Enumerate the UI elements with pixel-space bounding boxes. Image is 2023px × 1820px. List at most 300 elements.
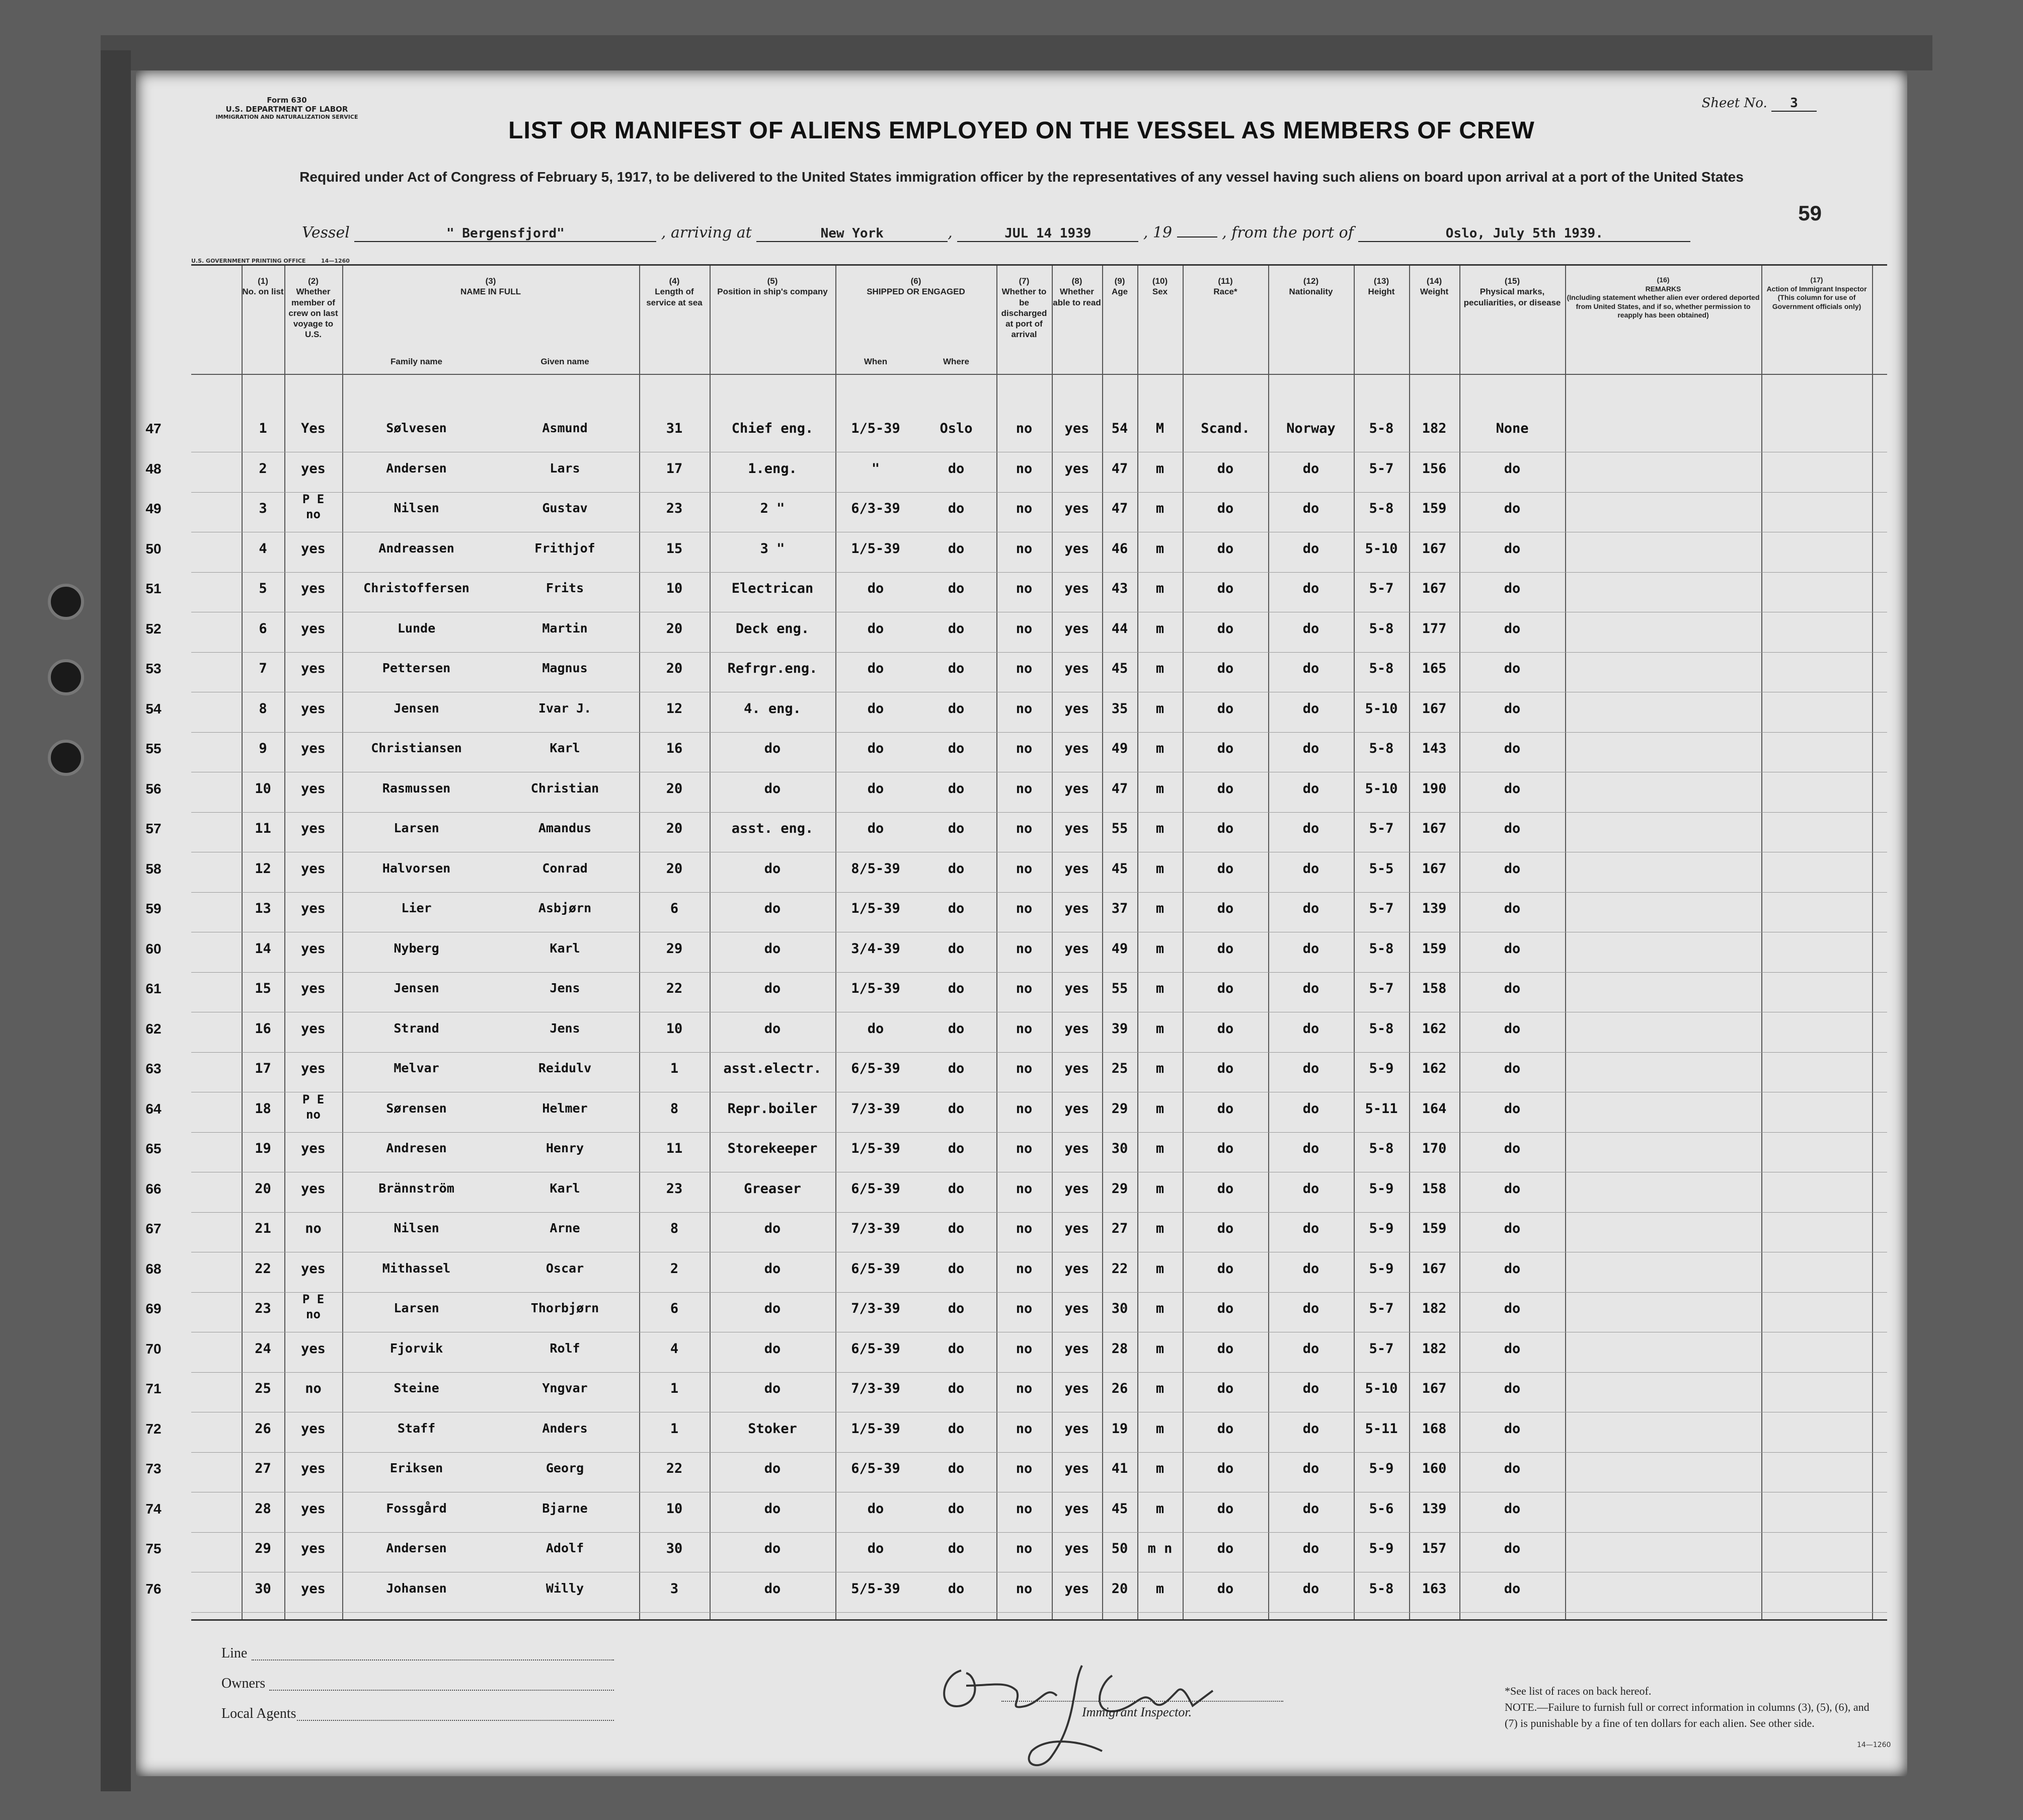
cell-age: 50 [1111, 1541, 1128, 1556]
cell-height: 5-9 [1369, 1180, 1394, 1197]
page-title: LIST OR MANIFEST OF ALIENS EMPLOYED ON THE VESSEL AS MEMBERS OF CREW [508, 117, 1535, 144]
cell-engaged-when: do [867, 1020, 884, 1037]
cell-family-name: Fossgård [386, 1500, 447, 1516]
cell-age: 47 [1111, 501, 1128, 516]
cell-length-service: 1 [670, 1420, 679, 1437]
cell-sex: m [1155, 940, 1164, 957]
cell-engaged-when: do [867, 741, 884, 756]
cell-given-name: Jens [550, 1020, 580, 1036]
cell-nationality: do [1302, 860, 1319, 877]
cell-height: 5-8 [1369, 1141, 1394, 1156]
cell-physical-marks: do [1504, 1141, 1521, 1156]
cell-weight: 160 [1422, 1461, 1447, 1476]
scan-border-left [101, 50, 131, 1791]
cell-discharged: no [1016, 1301, 1033, 1316]
cell-position: Repr.boiler [727, 1100, 818, 1117]
cell-race: do [1217, 460, 1234, 477]
cell-race: do [1217, 780, 1234, 797]
cell-race: do [1217, 1541, 1234, 1556]
cell-physical-marks: do [1504, 1260, 1521, 1277]
cell-position: 2 " [760, 501, 785, 516]
cell-family-name: Lunde [397, 620, 436, 636]
cell-able-to-read: yes [1064, 540, 1090, 557]
cell-weight: 190 [1422, 780, 1447, 797]
cell-list-number: 29 [255, 1541, 271, 1556]
cell-weight: 167 [1422, 581, 1447, 596]
cell-last-voyage: P E no [302, 1292, 325, 1321]
cell-weight: 162 [1422, 1020, 1447, 1037]
cell-length-service: 11 [666, 1141, 683, 1156]
cell-height: 5-11 [1365, 1100, 1398, 1117]
cell-race: do [1217, 1100, 1234, 1117]
cell-age: 35 [1111, 700, 1128, 717]
cell-physical-marks: do [1504, 1020, 1521, 1037]
cell-engaged-where: do [948, 1301, 965, 1316]
cell-length-service: 15 [666, 540, 683, 557]
cell-race: do [1217, 1260, 1234, 1277]
line-label: Line [221, 1645, 248, 1661]
cell-family-name: Rasmussen [382, 780, 451, 796]
cell-last-voyage: yes [301, 901, 326, 916]
cell-position: do [764, 1580, 781, 1597]
cell-age: 27 [1111, 1221, 1128, 1236]
cell-race: do [1217, 1301, 1234, 1316]
cell-weight: 177 [1422, 620, 1447, 637]
cell-weight: 158 [1422, 981, 1447, 996]
cell-family-name: Pettersen [382, 661, 451, 675]
cell-discharged: no [1016, 1541, 1033, 1556]
table-row [145, 772, 1887, 813]
cell-race: do [1217, 661, 1234, 676]
cell-age: 22 [1111, 1260, 1128, 1277]
cell-last-voyage: yes [301, 620, 326, 637]
cell-list-number: 27 [255, 1461, 271, 1476]
cell-position: do [764, 901, 781, 916]
cell-length-service: 1 [670, 1061, 679, 1076]
cell-length-service: 4 [670, 1340, 679, 1357]
cell-family-name: Andersen [386, 460, 447, 476]
cell-length-service: 8 [670, 1100, 679, 1117]
cell-age: 55 [1111, 981, 1128, 996]
cell-age: 55 [1111, 821, 1128, 836]
cell-list-number: 9 [259, 741, 267, 756]
margin-line-number: 55 [145, 741, 162, 756]
cell-length-service: 16 [666, 741, 683, 756]
cell-position: 1.eng. [748, 460, 797, 477]
cell-position: asst.electr. [723, 1061, 822, 1076]
cell-race: do [1217, 860, 1234, 877]
margin-line-number: 69 [145, 1301, 162, 1316]
cell-physical-marks: do [1504, 460, 1521, 477]
arrival-date-stamp: JUL 14 1939 [957, 226, 1138, 242]
cell-nationality: do [1302, 1301, 1319, 1316]
cell-nationality: do [1302, 540, 1319, 557]
cell-weight: 157 [1422, 1541, 1447, 1556]
cell-race: do [1217, 1340, 1234, 1357]
margin-line-number: 48 [145, 460, 162, 477]
cell-race: do [1217, 1580, 1234, 1597]
cell-weight: 159 [1422, 1221, 1447, 1236]
cell-given-name: Christian [530, 780, 599, 796]
table-row [145, 1012, 1887, 1053]
cell-sex: m [1155, 661, 1164, 676]
cell-engaged-where: do [948, 1100, 965, 1117]
cell-nationality: do [1302, 581, 1319, 596]
form-code: 14—1260 [1857, 1741, 1891, 1749]
cell-discharged: no [1016, 661, 1033, 676]
cell-physical-marks: do [1504, 1061, 1521, 1076]
cell-height: 5-10 [1365, 540, 1398, 557]
cell-length-service: 6 [670, 901, 679, 916]
cell-nationality: do [1302, 1180, 1319, 1197]
cell-engaged-where: do [948, 1260, 965, 1277]
cell-given-name: Gustav [542, 501, 588, 515]
cell-race: do [1217, 620, 1234, 637]
cell-discharged: no [1016, 1141, 1033, 1156]
cell-given-name: Karl [550, 940, 580, 956]
table-row [145, 732, 1887, 772]
cell-able-to-read: yes [1064, 421, 1090, 436]
table-row [145, 1292, 1887, 1332]
cell-engaged-when: " [871, 460, 880, 477]
cell-engaged-when: 7/3-39 [851, 1221, 900, 1236]
table-row [145, 452, 1887, 493]
cell-able-to-read: yes [1064, 1260, 1090, 1277]
cell-sex: m [1155, 1301, 1164, 1316]
cell-age: 30 [1111, 1301, 1128, 1316]
cell-weight: 159 [1422, 501, 1447, 516]
cell-given-name: Henry [546, 1141, 584, 1155]
cell-list-number: 24 [255, 1340, 271, 1357]
cell-sex: m [1155, 540, 1164, 557]
cell-list-number: 18 [255, 1100, 271, 1117]
cell-nationality: do [1302, 1420, 1319, 1437]
cell-nationality: do [1302, 1381, 1319, 1396]
cell-race: Scand. [1201, 421, 1250, 436]
cell-engaged-when: do [867, 1541, 884, 1556]
cell-position: do [764, 1260, 781, 1277]
cell-able-to-read: yes [1064, 581, 1090, 596]
cell-nationality: do [1302, 661, 1319, 676]
table-row [145, 1092, 1887, 1133]
scan-border-top [101, 35, 1932, 70]
cell-given-name: Adolf [546, 1541, 584, 1555]
cell-able-to-read: yes [1064, 860, 1090, 877]
cell-last-voyage: yes [301, 1500, 326, 1517]
cell-nationality: do [1302, 981, 1319, 996]
cell-family-name: Christoffersen [363, 581, 470, 595]
cell-race: do [1217, 940, 1234, 957]
margin-line-number: 70 [145, 1340, 162, 1357]
cell-weight: 182 [1422, 1340, 1447, 1357]
margin-line-number: 75 [145, 1541, 162, 1556]
cell-age: 37 [1111, 901, 1128, 916]
cell-length-service: 20 [666, 780, 683, 797]
cell-race: do [1217, 540, 1234, 557]
cell-discharged: no [1016, 821, 1033, 836]
cell-list-number: 4 [259, 540, 267, 557]
cell-engaged-when: 6/3-39 [851, 501, 900, 516]
cell-position: do [764, 1500, 781, 1517]
cell-position: do [764, 741, 781, 756]
cell-given-name: Reidulv [538, 1061, 592, 1075]
cell-sex: m [1155, 1061, 1164, 1076]
manifest-page [136, 70, 1907, 1776]
cell-last-voyage: yes [301, 981, 326, 996]
cell-sex: m [1155, 501, 1164, 516]
cell-position: do [764, 940, 781, 957]
cell-list-number: 15 [255, 981, 271, 996]
cell-able-to-read: yes [1064, 1180, 1090, 1197]
cell-nationality: do [1302, 741, 1319, 756]
col-header-sex: (10) Sex [1152, 276, 1168, 297]
cell-last-voyage: yes [301, 1340, 326, 1357]
cell-position: do [764, 981, 781, 996]
margin-line-number: 63 [145, 1061, 162, 1076]
cell-given-name: Amandus [538, 821, 592, 835]
cell-discharged: no [1016, 780, 1033, 797]
cell-physical-marks: do [1504, 501, 1521, 516]
cell-last-voyage: yes [301, 1141, 326, 1156]
cell-list-number: 25 [255, 1381, 271, 1396]
cell-weight: 156 [1422, 460, 1447, 477]
cell-engaged-where: do [948, 1221, 965, 1236]
cell-family-name: Staff [397, 1420, 436, 1436]
cell-sex: m [1155, 581, 1164, 596]
cell-last-voyage: yes [301, 700, 326, 717]
arrival-port: New York [756, 226, 948, 242]
cell-given-name: Rolf [550, 1340, 580, 1356]
cell-last-voyage: yes [301, 780, 326, 797]
table-row [145, 852, 1887, 893]
cell-able-to-read: yes [1064, 661, 1090, 676]
cell-height: 5-7 [1369, 460, 1394, 477]
cell-discharged: no [1016, 1500, 1033, 1517]
cell-physical-marks: do [1504, 940, 1521, 957]
cell-engaged-when: 5/5-39 [851, 1580, 900, 1597]
cell-nationality: do [1302, 1221, 1319, 1236]
cell-length-service: 20 [666, 860, 683, 877]
cell-physical-marks: do [1504, 860, 1521, 877]
cell-able-to-read: yes [1064, 1580, 1090, 1597]
cell-engaged-when: do [867, 620, 884, 637]
cell-age: 49 [1111, 940, 1128, 957]
cell-sex: m [1155, 1260, 1164, 1277]
cell-given-name: Willy [546, 1580, 584, 1596]
page-subtitle: Required under Act of Congress of February 5, 1917, to be delivered to the United States immigration officer by the representatives of any vessel having such aliens on board upon arrival at a port of the United States [299, 169, 1744, 185]
cell-able-to-read: yes [1064, 1301, 1090, 1316]
cell-position: do [764, 780, 781, 797]
cell-able-to-read: yes [1064, 620, 1090, 637]
cell-discharged: no [1016, 1020, 1033, 1037]
cell-physical-marks: do [1504, 581, 1521, 596]
cell-list-number: 21 [255, 1221, 271, 1236]
cell-engaged-where: do [948, 901, 965, 916]
cell-length-service: 20 [666, 661, 683, 676]
cell-position: do [764, 1340, 781, 1357]
cell-discharged: no [1016, 1420, 1033, 1437]
cell-race: do [1217, 501, 1234, 516]
inspector-label: Immigrant Inspector. [1082, 1705, 1192, 1719]
cell-given-name: Bjarne [542, 1500, 588, 1516]
cell-height: 5-8 [1369, 661, 1394, 676]
cell-height: 5-8 [1369, 620, 1394, 637]
col-header-when: When [864, 357, 888, 366]
cell-able-to-read: yes [1064, 1420, 1090, 1437]
cell-nationality: do [1302, 1461, 1319, 1476]
cell-engaged-when: do [867, 700, 884, 717]
cell-weight: 167 [1422, 700, 1447, 717]
cell-sex: m [1155, 1500, 1164, 1517]
cell-sex: m [1155, 1381, 1164, 1396]
cell-engaged-when: do [867, 661, 884, 676]
cell-physical-marks: None [1496, 421, 1529, 436]
cell-sex: m [1155, 1141, 1164, 1156]
cell-physical-marks: do [1504, 1541, 1521, 1556]
col-header-height: (13) Height [1368, 276, 1395, 297]
cell-nationality: do [1302, 1340, 1319, 1357]
cell-list-number: 7 [259, 661, 267, 676]
table-row [145, 652, 1887, 692]
cell-weight: 167 [1422, 1381, 1447, 1396]
cell-physical-marks: do [1504, 821, 1521, 836]
cell-physical-marks: do [1504, 741, 1521, 756]
cell-height: 5-9 [1369, 1061, 1394, 1076]
cell-length-service: 10 [666, 581, 683, 596]
cell-discharged: no [1016, 1061, 1033, 1076]
cell-height: 5-9 [1369, 1260, 1394, 1277]
cell-length-service: 20 [666, 620, 683, 637]
cell-given-name: Jens [550, 981, 580, 995]
cell-family-name: Andreassen [378, 540, 454, 556]
cell-sex: m [1155, 1340, 1164, 1357]
cell-engaged-where: do [948, 540, 965, 557]
cell-discharged: no [1016, 421, 1033, 436]
cell-physical-marks: do [1504, 1580, 1521, 1597]
cell-discharged: no [1016, 501, 1033, 516]
binder-hole [48, 740, 84, 776]
cell-physical-marks: do [1504, 981, 1521, 996]
cell-age: 39 [1111, 1020, 1128, 1037]
cell-position: do [764, 1301, 781, 1316]
cell-last-voyage: yes [301, 821, 326, 836]
local-agents-label: Local Agents [221, 1706, 296, 1721]
cell-engaged-where: do [948, 620, 965, 637]
cell-position: Chief eng. [731, 421, 814, 436]
cell-length-service: 2 [670, 1260, 679, 1277]
cell-sex: m [1155, 1221, 1164, 1236]
footnote: *See list of races on back hereof. NOTE.—Failure to furnish full or correct information in columns (3), (5), (6), and (7) is punishable by a fine of ten dollars for each alien. See other side. [1505, 1685, 1870, 1729]
cell-last-voyage: yes [301, 661, 326, 676]
cell-engaged-when: do [867, 821, 884, 836]
cell-length-service: 30 [666, 1541, 683, 1556]
cell-length-service: 23 [666, 1180, 683, 1197]
cell-age: 46 [1111, 540, 1128, 557]
margin-line-number: 47 [145, 421, 162, 436]
cell-race: do [1217, 1020, 1234, 1037]
cell-family-name: Jensen [394, 981, 439, 995]
cell-engaged-when: 6/5-39 [851, 1061, 900, 1076]
cell-physical-marks: do [1504, 540, 1521, 557]
cell-position: do [764, 1541, 781, 1556]
cell-given-name: Yngvar [542, 1381, 588, 1395]
cell-list-number: 22 [255, 1260, 271, 1277]
cell-nationality: do [1302, 821, 1319, 836]
cell-physical-marks: do [1504, 1381, 1521, 1396]
table-row [145, 612, 1887, 653]
cell-physical-marks: do [1504, 1180, 1521, 1197]
cell-nationality: do [1302, 940, 1319, 957]
cell-physical-marks: do [1504, 1420, 1521, 1437]
cell-weight: 167 [1422, 860, 1447, 877]
cell-age: 45 [1111, 661, 1128, 676]
cell-last-voyage: yes [301, 1061, 326, 1076]
margin-line-number: 74 [145, 1500, 162, 1517]
cell-list-number: 26 [255, 1420, 271, 1437]
cell-able-to-read: yes [1064, 1541, 1090, 1556]
cell-discharged: no [1016, 700, 1033, 717]
margin-line-number: 54 [145, 700, 162, 717]
cell-family-name: Brännström [378, 1180, 454, 1196]
col-header-name: (3) NAME IN FULL [460, 276, 521, 297]
cell-sex: m [1155, 1580, 1164, 1597]
cell-position: do [764, 1020, 781, 1037]
cell-given-name: Karl [550, 1180, 580, 1196]
cell-nationality: do [1302, 901, 1319, 916]
cell-sex: m [1155, 1020, 1164, 1037]
cell-last-voyage: yes [301, 1260, 326, 1277]
cell-weight: 143 [1422, 741, 1447, 756]
col-header-position: (5) Position in ship's company [717, 276, 828, 297]
cell-sex: m [1155, 1420, 1164, 1437]
cell-last-voyage: P E no [302, 492, 325, 521]
cell-family-name: Nilsen [394, 501, 439, 515]
cell-height: 5-8 [1369, 940, 1394, 957]
cell-physical-marks: do [1504, 620, 1521, 637]
cell-race: do [1217, 1420, 1234, 1437]
table-row [145, 692, 1887, 733]
cell-discharged: no [1016, 1180, 1033, 1197]
cell-engaged-where: do [948, 1141, 965, 1156]
cell-last-voyage: P E no [302, 1092, 325, 1122]
cell-given-name: Asmund [542, 421, 588, 435]
cell-engaged-where: do [948, 1420, 965, 1437]
cell-engaged-where: do [948, 780, 965, 797]
cell-engaged-where: do [948, 860, 965, 877]
col-header-where: Where [943, 357, 969, 366]
cell-able-to-read: yes [1064, 741, 1090, 756]
cell-engaged-where: do [948, 1020, 965, 1037]
cell-able-to-read: yes [1064, 501, 1090, 516]
cell-sex: M [1155, 421, 1164, 436]
margin-line-number: 72 [145, 1420, 162, 1437]
cell-weight: 170 [1422, 1141, 1447, 1156]
cell-race: do [1217, 1461, 1234, 1476]
cell-engaged-when: 1/5-39 [851, 1141, 900, 1156]
cell-height: 5-7 [1369, 581, 1394, 596]
cell-engaged-where: do [948, 1381, 965, 1396]
cell-family-name: Nilsen [394, 1221, 439, 1235]
cell-given-name: Anders [542, 1420, 588, 1436]
cell-engaged-where: do [948, 700, 965, 717]
cell-weight: 182 [1422, 421, 1447, 436]
cell-last-voyage: yes [301, 1580, 326, 1597]
cell-physical-marks: do [1504, 1221, 1521, 1236]
printing-office-line: U.S. GOVERNMENT PRINTING OFFICE 14—1260 [191, 258, 350, 264]
col-header-inspector-action: (17) Action of Immigrant Inspector (This column for use of Government officials only) [1766, 276, 1867, 310]
cell-last-voyage: yes [301, 860, 326, 877]
table-row [145, 412, 1887, 452]
